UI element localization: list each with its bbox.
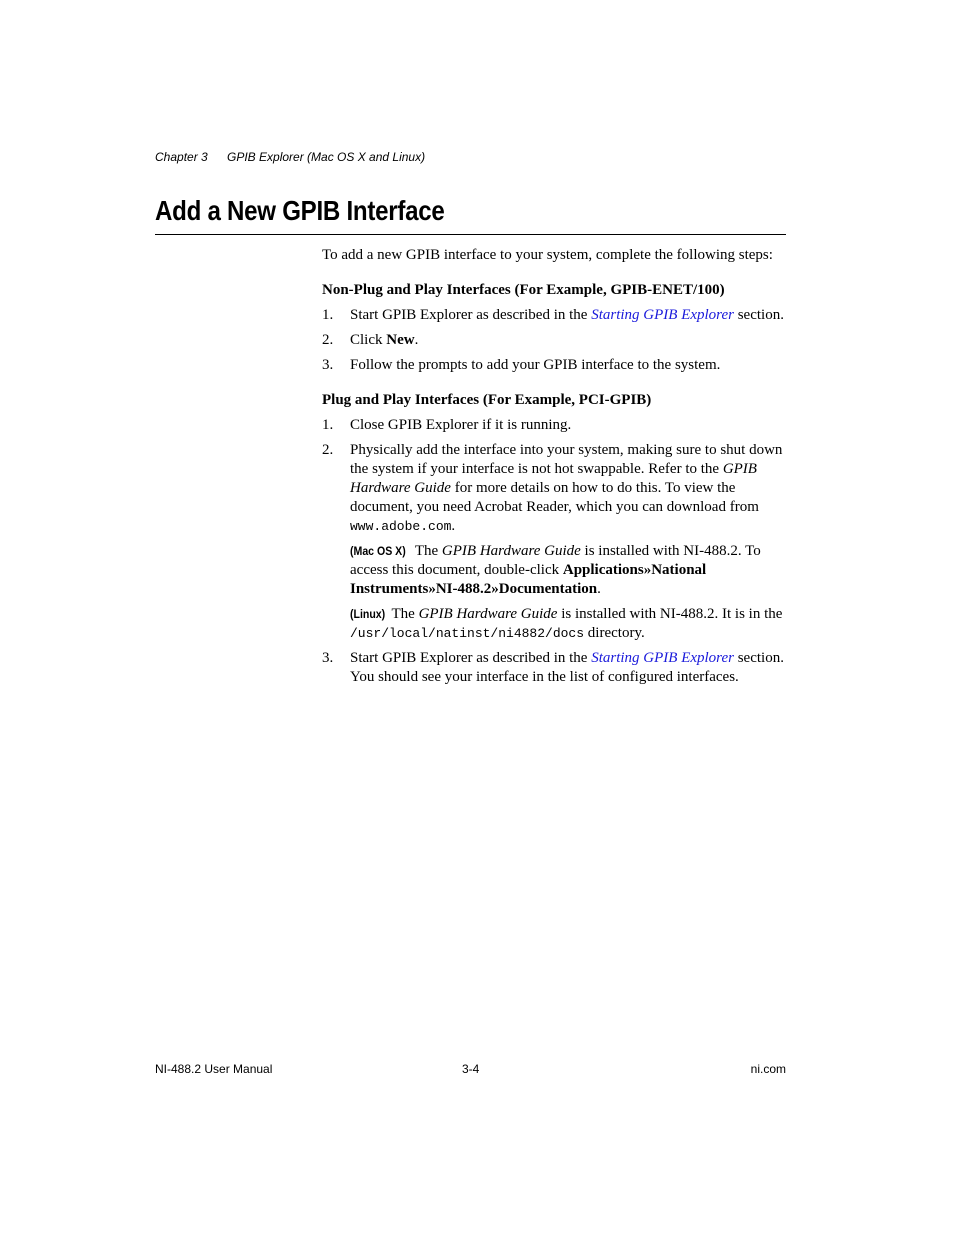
note-text: directory. [584, 625, 645, 641]
step-number: 1. [322, 307, 334, 323]
starting-gpib-explorer-link[interactable]: Starting GPIB Explorer [591, 650, 734, 666]
note-text: The [411, 543, 442, 559]
step-number: 2. [322, 332, 334, 348]
step-text: Start GPIB Explorer as described in the [350, 307, 592, 323]
footer-manual-name: NI-488.2 User Manual [155, 1062, 273, 1076]
list-item [322, 331, 790, 350]
section-heading-non-pnp: Non-Plug and Play Interfaces (For Example, GPIB-ENET/100) [322, 282, 725, 298]
step-number: 3. [322, 357, 334, 373]
list-item [322, 416, 790, 435]
step-text: Click [350, 332, 387, 348]
linux-tag: (Linux) [350, 607, 386, 621]
footer-page-number: 3-4 [462, 1062, 480, 1076]
intro-paragraph: To add a new GPIB interface to your system, complete the following steps: [322, 247, 773, 263]
step-number: 1. [322, 417, 334, 433]
list-item [322, 306, 790, 325]
step-text: Physically add the interface into your system, making sure to shut down the system if your interface is not hot swappable. Refer to the [350, 442, 783, 477]
step-number: 3. [322, 650, 334, 666]
hardware-guide-title: GPIB Hardware Guide [350, 461, 757, 496]
docs-directory: /usr/local/natinst/ni4882/docs [350, 626, 585, 641]
new-command: New [386, 332, 415, 348]
steps-pnp [322, 416, 790, 687]
note-text: . [597, 581, 601, 597]
starting-gpib-explorer-link[interactable]: Starting GPIB Explorer [591, 307, 734, 323]
step-text: Close GPIB Explorer if it is running. [350, 417, 572, 433]
step-text: for more details on how to do this. To view the document, you need Acrobat Reader, which you can download from [350, 480, 759, 515]
hardware-guide-title: GPIB Hardware Guide [418, 606, 558, 622]
step-paragraph [350, 441, 790, 536]
list-item [322, 441, 790, 643]
note-text: The [388, 606, 419, 622]
step-number: 2. [322, 442, 334, 458]
note-text: is installed with NI-488.2. It is in the [557, 606, 783, 622]
footer-website[interactable]: ni.com [750, 1062, 786, 1076]
linux-note [350, 605, 790, 643]
chapter-title: GPIB Explorer (Mac OS X and Linux) [227, 150, 426, 164]
section-heading-pnp: Plug and Play Interfaces (For Example, PCI-GPIB) [322, 392, 652, 408]
chapter-number: Chapter 3 [155, 150, 208, 164]
page-title: Add a New GPIB Interface [155, 195, 445, 226]
step-text: . [451, 518, 456, 534]
step-text: section. You should see your interface in the list of configured interfaces. [350, 650, 784, 685]
step-text: . [414, 332, 419, 348]
step-text: Start GPIB Explorer as described in the [350, 650, 592, 666]
list-item [322, 649, 790, 687]
running-header [155, 150, 425, 164]
mac-os-x-tag: (Mac OS X) [350, 544, 406, 558]
step-text: Follow the prompts to add your GPIB interface to the system. [350, 357, 721, 373]
list-item [322, 356, 790, 375]
documentation-path: Applications»National Instruments»NI-488.2»Documentation [350, 562, 707, 597]
steps-non-pnp [322, 306, 790, 375]
title-rule [155, 234, 786, 235]
note-text: is installed with NI-488.2. To access this document, double-click [350, 543, 761, 578]
step-text: section. [733, 307, 784, 323]
hardware-guide-title: GPIB Hardware Guide [441, 543, 581, 559]
main-content [322, 246, 790, 703]
adobe-url: www.adobe.com [350, 519, 452, 534]
mac-note [350, 542, 790, 599]
